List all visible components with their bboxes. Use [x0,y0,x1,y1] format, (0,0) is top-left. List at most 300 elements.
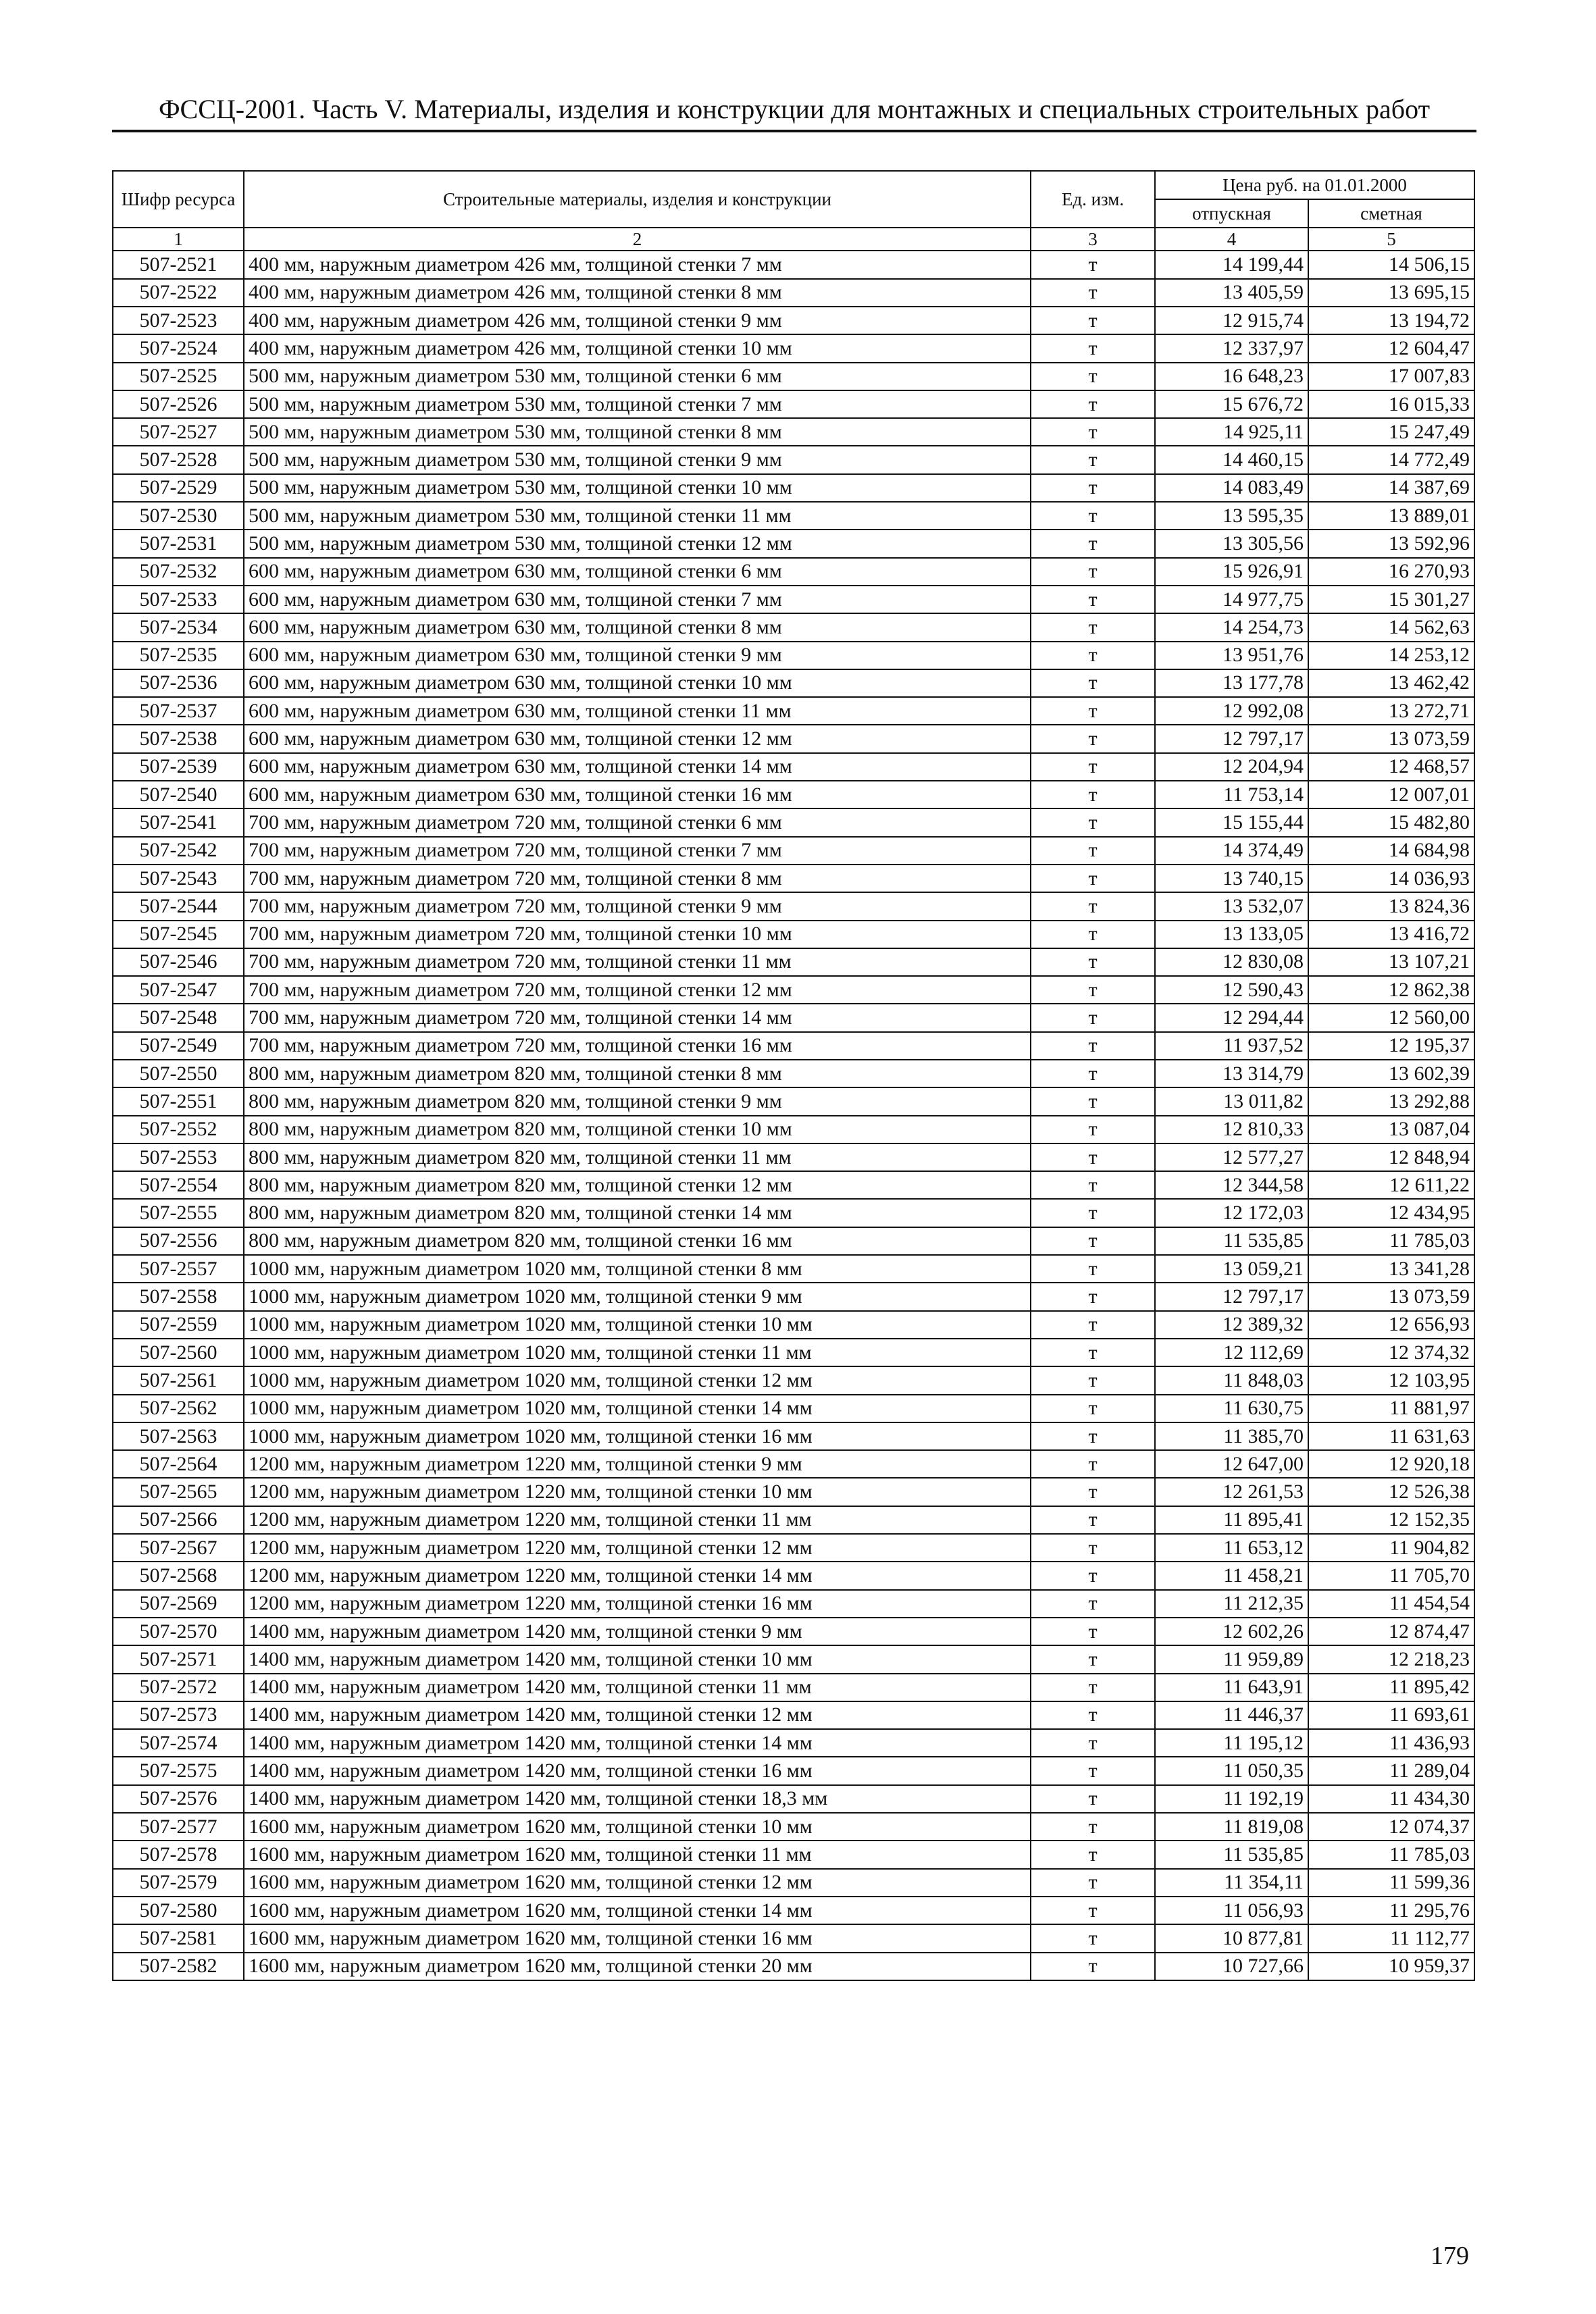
price-estimate: 12 195,37 [1308,1032,1474,1060]
table-row [113,1478,1474,1506]
table-row [113,753,1474,781]
resource-code: 507-2527 [113,418,244,446]
price-release: 11 937,52 [1155,1032,1308,1060]
material-description: 600 мм, наружным диаметром 630 мм, толщиной стенки 16 мм [244,781,1031,808]
price-release: 12 797,17 [1155,725,1308,752]
material-description: 700 мм, наружным диаметром 720 мм, толщиной стенки 7 мм [244,837,1031,865]
unit: т [1031,1339,1155,1366]
price-release: 14 977,75 [1155,586,1308,613]
price-release: 12 915,74 [1155,307,1308,334]
price-estimate: 12 374,32 [1308,1339,1474,1366]
unit: т [1031,1227,1155,1255]
table-row [113,334,1474,362]
resource-code: 507-2568 [113,1562,244,1589]
table-row [113,1924,1474,1952]
price-estimate: 14 772,49 [1308,446,1474,473]
price-release: 11 819,08 [1155,1813,1308,1841]
price-estimate: 13 073,59 [1308,725,1474,752]
unit: т [1031,307,1155,334]
unit: т [1031,976,1155,1004]
table-row [113,1366,1474,1394]
table-row [113,1227,1474,1255]
price-release: 13 305,56 [1155,530,1308,557]
table-row [113,251,1474,278]
price-release: 11 354,11 [1155,1869,1308,1897]
price-estimate: 12 920,18 [1308,1450,1474,1478]
resource-code: 507-2554 [113,1171,244,1199]
price-release: 14 254,73 [1155,613,1308,641]
price-release: 14 374,49 [1155,837,1308,865]
unit: т [1031,1729,1155,1757]
unit: т [1031,530,1155,557]
material-description: 700 мм, наружным диаметром 720 мм, толщиной стенки 14 мм [244,1004,1031,1031]
price-release: 11 630,75 [1155,1395,1308,1422]
unit: т [1031,1813,1155,1841]
resource-code: 507-2550 [113,1060,244,1087]
unit: т [1031,558,1155,586]
price-release: 12 992,08 [1155,697,1308,725]
unit: т [1031,921,1155,948]
price-estimate: 14 036,93 [1308,865,1474,892]
material-description: 800 мм, наружным диаметром 820 мм, толщиной стенки 11 мм [244,1143,1031,1171]
table-row [113,921,1474,948]
price-release: 15 926,91 [1155,558,1308,586]
price-release: 12 204,94 [1155,753,1308,781]
resource-code: 507-2548 [113,1004,244,1031]
resource-code: 507-2521 [113,251,244,278]
resource-code: 507-2532 [113,558,244,586]
unit: т [1031,613,1155,641]
price-estimate: 12 218,23 [1308,1645,1474,1673]
price-estimate: 14 387,69 [1308,474,1474,502]
unit: т [1031,1422,1155,1450]
resource-code: 507-2553 [113,1143,244,1171]
unit: т [1031,837,1155,865]
price-estimate: 12 434,95 [1308,1199,1474,1227]
price-release: 12 602,26 [1155,1618,1308,1645]
resource-code: 507-2546 [113,948,244,976]
header-unit: Ед. изм. [1031,171,1155,228]
resource-code: 507-2569 [113,1590,244,1618]
price-release: 13 314,79 [1155,1060,1308,1087]
price-release: 11 192,19 [1155,1785,1308,1813]
resource-code: 507-2542 [113,837,244,865]
price-release: 12 830,08 [1155,948,1308,976]
unit: т [1031,642,1155,669]
table-row [113,1060,1474,1087]
material-description: 1600 мм, наружным диаметром 1620 мм, толщиной стенки 11 мм [244,1841,1031,1868]
unit: т [1031,1171,1155,1199]
material-description: 600 мм, наружным диаметром 630 мм, толщиной стенки 8 мм [244,613,1031,641]
column-number: 2 [244,228,1031,251]
price-estimate: 13 272,71 [1308,697,1474,725]
price-estimate: 13 292,88 [1308,1087,1474,1115]
unit: т [1031,1534,1155,1562]
price-release: 11 643,91 [1155,1674,1308,1701]
resource-code: 507-2573 [113,1701,244,1729]
unit: т [1031,781,1155,808]
header-price-group: Цена руб. на 01.01.2000 [1155,171,1474,199]
table-row [113,1450,1474,1478]
price-estimate: 11 436,93 [1308,1729,1474,1757]
price-estimate: 12 604,47 [1308,334,1474,362]
resource-code: 507-2536 [113,669,244,697]
price-release: 14 460,15 [1155,446,1308,473]
price-release: 15 676,72 [1155,390,1308,418]
resource-code: 507-2578 [113,1841,244,1868]
unit: т [1031,363,1155,390]
price-release: 16 648,23 [1155,363,1308,390]
resource-code: 507-2539 [113,753,244,781]
unit: т [1031,669,1155,697]
price-estimate: 11 112,77 [1308,1924,1474,1952]
price-estimate: 13 592,96 [1308,530,1474,557]
unit: т [1031,251,1155,278]
price-table-body [113,251,1474,1980]
price-release: 11 050,35 [1155,1757,1308,1784]
price-estimate: 15 482,80 [1308,808,1474,836]
material-description: 700 мм, наружным диаметром 720 мм, толщиной стенки 6 мм [244,808,1031,836]
unit: т [1031,697,1155,725]
column-number: 5 [1308,228,1474,251]
material-description: 800 мм, наружным диаметром 820 мм, толщиной стенки 10 мм [244,1116,1031,1143]
table-row [113,1171,1474,1199]
resource-code: 507-2571 [113,1645,244,1673]
unit: т [1031,1450,1155,1478]
unit: т [1031,1366,1155,1394]
table-row [113,1869,1474,1897]
unit: т [1031,1199,1155,1227]
unit: т [1031,1924,1155,1952]
price-estimate: 12 848,94 [1308,1143,1474,1171]
resource-code: 507-2538 [113,725,244,752]
column-number: 4 [1155,228,1308,251]
unit: т [1031,865,1155,892]
price-release: 12 172,03 [1155,1199,1308,1227]
price-release: 13 532,07 [1155,892,1308,920]
material-description: 1000 мм, наружным диаметром 1020 мм, толщиной стенки 8 мм [244,1255,1031,1283]
price-release: 11 959,89 [1155,1645,1308,1673]
material-description: 1600 мм, наружным диаметром 1620 мм, толщиной стенки 12 мм [244,1869,1031,1897]
resource-code: 507-2531 [113,530,244,557]
price-release: 11 753,14 [1155,781,1308,808]
price-estimate: 15 247,49 [1308,418,1474,446]
price-release: 11 848,03 [1155,1366,1308,1394]
price-estimate: 13 087,04 [1308,1116,1474,1143]
table-row [113,474,1474,502]
unit: т [1031,1506,1155,1534]
price-estimate: 12 468,57 [1308,753,1474,781]
price-release: 14 083,49 [1155,474,1308,502]
material-description: 1000 мм, наружным диаметром 1020 мм, толщиной стенки 10 мм [244,1311,1031,1339]
table-row [113,948,1474,976]
table-row [113,1701,1474,1729]
price-release: 12 112,69 [1155,1339,1308,1366]
price-release: 12 797,17 [1155,1283,1308,1310]
resource-code: 507-2522 [113,279,244,307]
price-release: 11 195,12 [1155,1729,1308,1757]
material-description: 1400 мм, наружным диаметром 1420 мм, толщиной стенки 12 мм [244,1701,1031,1729]
table-row [113,1645,1474,1673]
price-estimate: 14 684,98 [1308,837,1474,865]
price-release: 12 590,43 [1155,976,1308,1004]
price-release: 12 337,97 [1155,334,1308,362]
table-row [113,1590,1474,1618]
price-estimate: 11 289,04 [1308,1757,1474,1784]
table-row [113,1953,1474,1980]
unit: т [1031,725,1155,752]
material-description: 400 мм, наружным диаметром 426 мм, толщиной стенки 9 мм [244,307,1031,334]
resource-code: 507-2562 [113,1395,244,1422]
table-row [113,1674,1474,1701]
price-estimate: 11 895,42 [1308,1674,1474,1701]
price-estimate: 13 462,42 [1308,669,1474,697]
price-estimate: 13 416,72 [1308,921,1474,948]
table-row [113,865,1474,892]
header-rule [112,130,1476,132]
price-estimate: 13 824,36 [1308,892,1474,920]
resource-code: 507-2581 [113,1924,244,1952]
header-code: Шифр ресурса [113,171,244,228]
table-row [113,613,1474,641]
column-number: 1 [113,228,244,251]
price-estimate: 14 562,63 [1308,613,1474,641]
price-release: 11 895,41 [1155,1506,1308,1534]
price-estimate: 12 862,38 [1308,976,1474,1004]
material-description: 400 мм, наружным диаметром 426 мм, толщиной стенки 7 мм [244,251,1031,278]
material-description: 1400 мм, наружным диаметром 1420 мм, толщиной стенки 18,3 мм [244,1785,1031,1813]
resource-code: 507-2528 [113,446,244,473]
table-row [113,1841,1474,1868]
unit: т [1031,1590,1155,1618]
material-description: 1400 мм, наружным диаметром 1420 мм, толщиной стенки 10 мм [244,1645,1031,1673]
price-release: 11 446,37 [1155,1701,1308,1729]
page-number: 179 [1431,2242,1469,2270]
table-row [113,1506,1474,1534]
resource-code: 507-2560 [113,1339,244,1366]
material-description: 1000 мм, наружным диаметром 1020 мм, толщиной стенки 16 мм [244,1422,1031,1450]
price-release: 10 727,66 [1155,1953,1308,1980]
price-estimate: 12 103,95 [1308,1366,1474,1394]
unit: т [1031,1087,1155,1115]
material-description: 600 мм, наружным диаметром 630 мм, толщиной стенки 7 мм [244,586,1031,613]
price-estimate: 10 959,37 [1308,1953,1474,1980]
table-row [113,1562,1474,1589]
resource-code: 507-2537 [113,697,244,725]
header-name: Строительные материалы, изделия и конструкции [244,171,1031,228]
material-description: 600 мм, наружным диаметром 630 мм, толщиной стенки 10 мм [244,669,1031,697]
material-description: 500 мм, наружным диаметром 530 мм, толщиной стенки 9 мм [244,446,1031,473]
price-table-header [113,171,1474,251]
price-release: 13 177,78 [1155,669,1308,697]
material-description: 800 мм, наружным диаметром 820 мм, толщиной стенки 16 мм [244,1227,1031,1255]
material-description: 1000 мм, наружным диаметром 1020 мм, толщиной стенки 12 мм [244,1366,1031,1394]
price-release: 12 294,44 [1155,1004,1308,1031]
running-header: ФССЦ-2001. Часть V. Материалы, изделия и конструкции для монтажных и специальных строительных работ [158,94,1431,124]
material-description: 1400 мм, наружным диаметром 1420 мм, толщиной стенки 14 мм [244,1729,1031,1757]
table-row [113,1813,1474,1841]
unit: т [1031,586,1155,613]
table-row [113,1897,1474,1924]
resource-code: 507-2566 [113,1506,244,1534]
unit: т [1031,1701,1155,1729]
resource-code: 507-2567 [113,1534,244,1562]
material-description: 1200 мм, наружным диаметром 1220 мм, толщиной стенки 14 мм [244,1562,1031,1589]
table-row [113,837,1474,865]
resource-code: 507-2552 [113,1116,244,1143]
table-row [113,418,1474,446]
price-estimate: 14 506,15 [1308,251,1474,278]
unit: т [1031,753,1155,781]
price-estimate: 11 599,36 [1308,1869,1474,1897]
unit: т [1031,446,1155,473]
table-row [113,446,1474,473]
resource-code: 507-2575 [113,1757,244,1784]
unit: т [1031,1116,1155,1143]
material-description: 500 мм, наружным диаметром 530 мм, толщиной стенки 7 мм [244,390,1031,418]
unit: т [1031,474,1155,502]
material-description: 1600 мм, наружным диаметром 1620 мм, толщиной стенки 10 мм [244,1813,1031,1841]
material-description: 700 мм, наружным диаметром 720 мм, толщиной стенки 16 мм [244,1032,1031,1060]
unit: т [1031,1283,1155,1310]
price-estimate: 11 693,61 [1308,1701,1474,1729]
price-release: 11 653,12 [1155,1534,1308,1562]
price-estimate: 16 270,93 [1308,558,1474,586]
table-row [113,1757,1474,1784]
material-description: 800 мм, наружным диаметром 820 мм, толщиной стенки 8 мм [244,1060,1031,1087]
price-estimate: 13 889,01 [1308,502,1474,530]
price-release: 15 155,44 [1155,808,1308,836]
table-row [113,642,1474,669]
material-description: 1200 мм, наружным диаметром 1220 мм, толщиной стенки 9 мм [244,1450,1031,1478]
price-release: 12 261,53 [1155,1478,1308,1506]
price-estimate: 13 695,15 [1308,279,1474,307]
material-description: 700 мм, наружным диаметром 720 мм, толщиной стенки 12 мм [244,976,1031,1004]
unit: т [1031,1143,1155,1171]
unit: т [1031,279,1155,307]
resource-code: 507-2524 [113,334,244,362]
table-row [113,1032,1474,1060]
price-release: 12 810,33 [1155,1116,1308,1143]
table-row [113,1004,1474,1031]
price-release: 14 199,44 [1155,251,1308,278]
unit: т [1031,334,1155,362]
table-row [113,697,1474,725]
price-release: 10 877,81 [1155,1924,1308,1952]
material-description: 600 мм, наружным диаметром 630 мм, толщиной стенки 9 мм [244,642,1031,669]
column-number: 3 [1031,228,1155,251]
material-description: 800 мм, наружным диаметром 820 мм, толщиной стенки 12 мм [244,1171,1031,1199]
price-release: 11 385,70 [1155,1422,1308,1450]
unit: т [1031,1618,1155,1645]
resource-code: 507-2533 [113,586,244,613]
resource-code: 507-2544 [113,892,244,920]
price-estimate: 12 874,47 [1308,1618,1474,1645]
material-description: 1000 мм, наружным диаметром 1020 мм, толщиной стенки 9 мм [244,1283,1031,1310]
price-estimate: 12 007,01 [1308,781,1474,808]
resource-code: 507-2541 [113,808,244,836]
material-description: 1600 мм, наружным диаметром 1620 мм, толщиной стенки 20 мм [244,1953,1031,1980]
table-row [113,1143,1474,1171]
resource-code: 507-2555 [113,1199,244,1227]
table-row [113,725,1474,752]
unit: т [1031,1897,1155,1924]
material-description: 700 мм, наружным диаметром 720 мм, толщиной стенки 9 мм [244,892,1031,920]
resource-code: 507-2579 [113,1869,244,1897]
table-row [113,586,1474,613]
price-release: 14 925,11 [1155,418,1308,446]
material-description: 1400 мм, наружным диаметром 1420 мм, толщиной стенки 11 мм [244,1674,1031,1701]
material-description: 700 мм, наружным диаметром 720 мм, толщиной стенки 11 мм [244,948,1031,976]
unit: т [1031,1953,1155,1980]
material-description: 1000 мм, наружным диаметром 1020 мм, толщиной стенки 11 мм [244,1339,1031,1366]
price-estimate: 12 526,38 [1308,1478,1474,1506]
material-description: 1600 мм, наружным диаметром 1620 мм, толщиной стенки 16 мм [244,1924,1031,1952]
unit: т [1031,1060,1155,1087]
unit: т [1031,1562,1155,1589]
table-row [113,307,1474,334]
material-description: 700 мм, наружным диаметром 720 мм, толщиной стенки 8 мм [244,865,1031,892]
price-estimate: 11 881,97 [1308,1395,1474,1422]
price-release: 13 740,15 [1155,865,1308,892]
table-row [113,1199,1474,1227]
unit: т [1031,1674,1155,1701]
price-release: 13 133,05 [1155,921,1308,948]
price-estimate: 13 602,39 [1308,1060,1474,1087]
price-estimate: 11 434,30 [1308,1785,1474,1813]
resource-code: 507-2577 [113,1813,244,1841]
price-estimate: 12 152,35 [1308,1506,1474,1534]
price-estimate: 11 295,76 [1308,1897,1474,1924]
unit: т [1031,1645,1155,1673]
price-estimate: 16 015,33 [1308,390,1474,418]
material-description: 1200 мм, наружным диаметром 1220 мм, толщиной стенки 16 мм [244,1590,1031,1618]
table-row [113,976,1474,1004]
unit: т [1031,1032,1155,1060]
price-estimate: 12 074,37 [1308,1813,1474,1841]
material-description: 500 мм, наружным диаметром 530 мм, толщиной стенки 8 мм [244,418,1031,446]
table-row [113,502,1474,530]
material-description: 700 мм, наружным диаметром 720 мм, толщиной стенки 10 мм [244,921,1031,948]
price-release: 11 535,85 [1155,1841,1308,1868]
unit: т [1031,502,1155,530]
price-release: 13 011,82 [1155,1087,1308,1115]
price-estimate: 12 611,22 [1308,1171,1474,1199]
resource-code: 507-2547 [113,976,244,1004]
resource-code: 507-2559 [113,1311,244,1339]
price-release: 12 647,00 [1155,1450,1308,1478]
unit: т [1031,390,1155,418]
resource-code: 507-2572 [113,1674,244,1701]
material-description: 600 мм, наружным диаметром 630 мм, толщиной стенки 11 мм [244,697,1031,725]
price-estimate: 13 073,59 [1308,1283,1474,1310]
unit: т [1031,1004,1155,1031]
price-release: 13 059,21 [1155,1255,1308,1283]
unit: т [1031,1255,1155,1283]
material-description: 600 мм, наружным диаметром 630 мм, толщиной стенки 12 мм [244,725,1031,752]
price-estimate: 11 705,70 [1308,1562,1474,1589]
resource-code: 507-2530 [113,502,244,530]
table-row [113,892,1474,920]
unit: т [1031,1785,1155,1813]
resource-code: 507-2549 [113,1032,244,1060]
table-row [113,1339,1474,1366]
price-release: 12 344,58 [1155,1171,1308,1199]
price-estimate: 12 656,93 [1308,1311,1474,1339]
price-estimate: 14 253,12 [1308,642,1474,669]
table-row [113,1087,1474,1115]
material-description: 800 мм, наружным диаметром 820 мм, толщиной стенки 14 мм [244,1199,1031,1227]
